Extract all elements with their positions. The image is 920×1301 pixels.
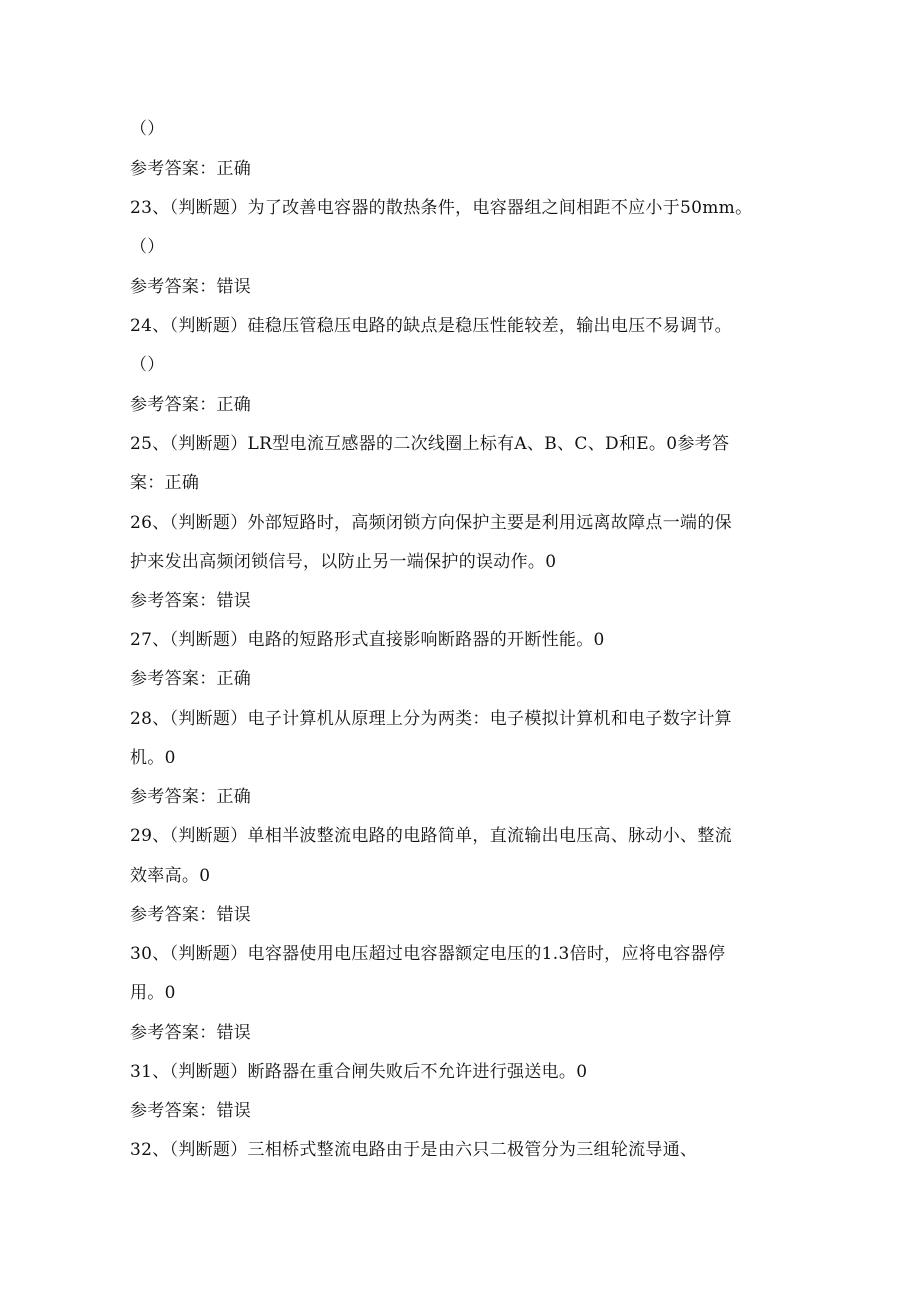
q30-answer: 参考答案：错误 — [130, 1023, 252, 1043]
q25-answer: 案：正确 — [130, 473, 200, 493]
q24-blank: （） — [130, 355, 165, 375]
q26-answer: 参考答案：错误 — [130, 591, 252, 611]
q29-answer: 参考答案：错误 — [130, 905, 252, 925]
q25-text: 25、（判断题）LR型电流互感器的二次线圈上标有A、B、C、D和E。0参考答 — [130, 434, 730, 454]
q26-text: 26、（判断题）外部短路时，高频闭锁方向保护主要是利用远离故障点一端的保 — [130, 513, 732, 533]
q30-text-cont: 用。0 — [130, 983, 176, 1003]
q24-answer: 参考答案：正确 — [130, 395, 252, 415]
q23-blank: （） — [130, 237, 165, 257]
q26-text-cont: 护来发出高频闭锁信号，以防止另一端保护的误动作。0 — [130, 552, 557, 572]
q32-text: 32、（判断题）三相桥式整流电路由于是由六只二极管分为三组轮流导通、 — [130, 1140, 698, 1160]
q28-answer: 参考答案：正确 — [130, 787, 252, 807]
q29-text: 29、（判断题）单相半波整流电路的电路简单，直流输出电压高、脉动小、整流 — [130, 826, 732, 846]
q22-answer: 参考答案：正确 — [130, 159, 252, 179]
q23-answer: 参考答案：错误 — [130, 277, 252, 297]
q31-text: 31、（判断题）断路器在重合闸失败后不允许进行强送电。0 — [130, 1062, 588, 1082]
q28-text: 28、（判断题）电子计算机从原理上分为两类：电子模拟计算机和电子数字计算 — [130, 709, 732, 729]
q29-text-cont: 效率高。0 — [130, 866, 211, 886]
q30-text: 30、（判断题）电容器使用电压超过电容器额定电压的1.3倍时，应将电容器停 — [130, 944, 726, 964]
q23-text: 23、（判断题）为了改善电容器的散热条件，电容器组之间相距不应小于50mm。 — [130, 198, 753, 218]
q22-blank: （） — [130, 119, 165, 139]
q27-text: 27、（判断题）电路的短路形式直接影响断路器的开断性能。0 — [130, 630, 605, 650]
q28-text-cont: 机。0 — [130, 748, 176, 768]
q24-text: 24、（判断题）硅稳压管稳压电路的缺点是稳压性能较差，输出电压不易调节。 — [130, 316, 732, 336]
q27-answer: 参考答案：正确 — [130, 669, 252, 689]
q31-answer: 参考答案：错误 — [130, 1101, 252, 1121]
